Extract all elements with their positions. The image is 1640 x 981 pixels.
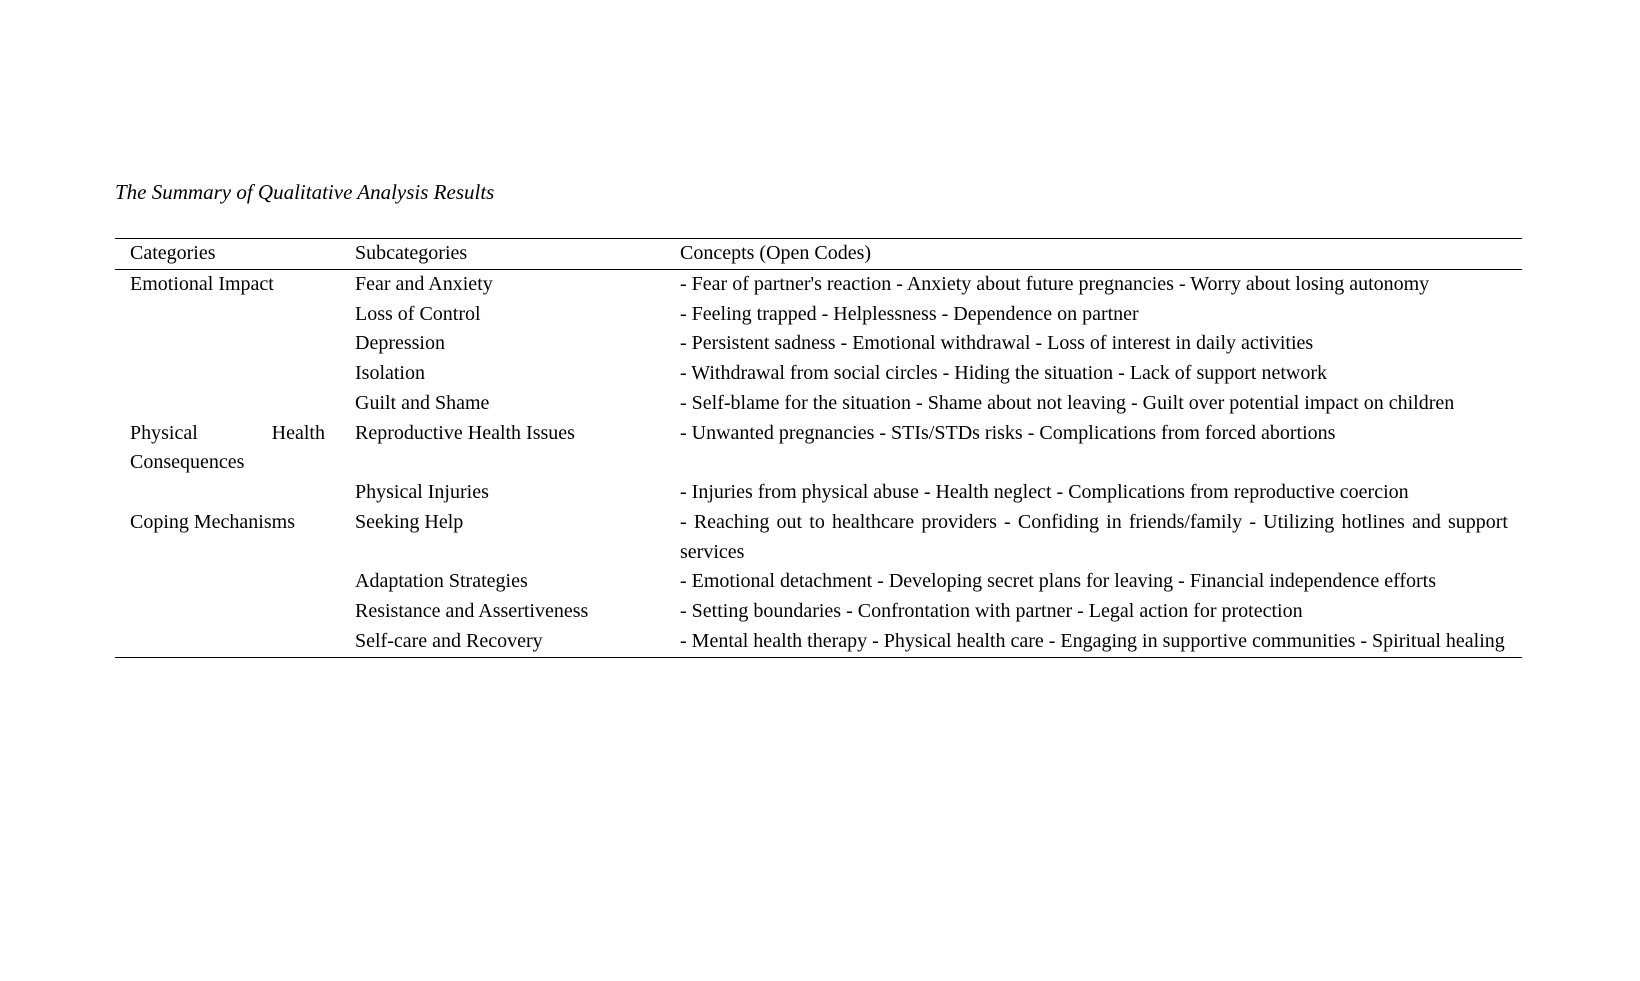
category-cell: [115, 329, 340, 359]
concepts-cell: - Withdrawal from social circles - Hiding the situation - Lack of support network: [680, 362, 1327, 384]
subcategory-cell: Physical Injuries: [355, 481, 489, 503]
table-row: [115, 359, 1522, 389]
concepts-cell: - Injuries from physical abuse - Health neglect - Complications from reproductive coercion: [680, 481, 1409, 503]
category-cell: [115, 478, 340, 508]
concepts-cell: - Mental health therapy - Physical health care - Engaging in supportive communities - Spiritual healing: [680, 629, 1505, 652]
category-cell: [115, 389, 340, 419]
subcategory-cell: Self-care and Recovery: [355, 629, 543, 652]
table-row: [115, 567, 1522, 597]
concepts-cell: - Unwanted pregnancies - STIs/STDs risks - Complications from forced abortions: [680, 421, 1336, 444]
header-cell-subcategories: Subcategories: [340, 239, 665, 270]
subcategory-cell: Isolation: [355, 362, 425, 384]
table-row: [115, 597, 1522, 627]
table-caption-title: The Summary of Qualitative Analysis Results: [115, 180, 495, 204]
category-cell: [115, 567, 340, 597]
category-cell: Physical Health Consequences: [130, 421, 325, 474]
subcategory-cell: Fear and Anxiety: [355, 272, 493, 295]
concepts-cell: - Reaching out to healthcare providers - Confiding in friends/family - Utilizing hotlines and support services: [680, 510, 1508, 563]
subcategory-cell: Reproductive Health Issues: [355, 421, 575, 444]
table-row: [115, 478, 1522, 508]
subcategory-cell: Seeking Help: [355, 510, 464, 533]
table-row: [115, 419, 1522, 479]
concepts-cell: - Feeling trapped - Helplessness - Dependence on partner: [680, 302, 1139, 325]
subcategory-cell: Loss of Control: [355, 302, 481, 325]
subcategory-cell: Resistance and Assertiveness: [355, 600, 589, 622]
category-cell: Coping Mechanisms: [130, 510, 295, 533]
table-row: [115, 389, 1522, 419]
qualitative-results-table: [115, 238, 1522, 658]
table-row: [115, 627, 1522, 657]
header-cell-categories: Categories: [115, 239, 340, 270]
table-header: [115, 239, 1522, 270]
concepts-cell: - Fear of partner's reaction - Anxiety about future pregnancies - Worry about losing autonomy: [680, 272, 1430, 295]
table-header-row: [115, 239, 1522, 270]
concepts-cell: - Self-blame for the situation - Shame about not leaving - Guilt over potential impact on children: [680, 391, 1455, 414]
subcategory-cell: Depression: [355, 332, 445, 355]
category-cell: [115, 359, 340, 389]
table-row: [115, 508, 1522, 568]
category-cell: [115, 300, 340, 330]
concepts-cell: - Persistent sadness - Emotional withdrawal - Loss of interest in daily activities: [680, 332, 1314, 355]
table-row: [115, 329, 1522, 359]
category-cell: Emotional Impact: [130, 272, 274, 295]
table-row: [115, 300, 1522, 330]
subcategory-cell: Guilt and Shame: [355, 391, 490, 414]
concepts-cell: - Emotional detachment - Developing secret plans for leaving - Financial independence efforts: [680, 570, 1437, 593]
subcategory-cell: Adaptation Strategies: [355, 570, 528, 593]
category-cell: [115, 597, 340, 627]
category-cell: [115, 627, 340, 657]
table-row: [115, 269, 1522, 299]
header-cell-concepts: Concepts (Open Codes): [665, 239, 1522, 270]
concepts-cell: - Setting boundaries - Confrontation with partner - Legal action for protection: [680, 600, 1303, 622]
table-body: [115, 269, 1522, 657]
